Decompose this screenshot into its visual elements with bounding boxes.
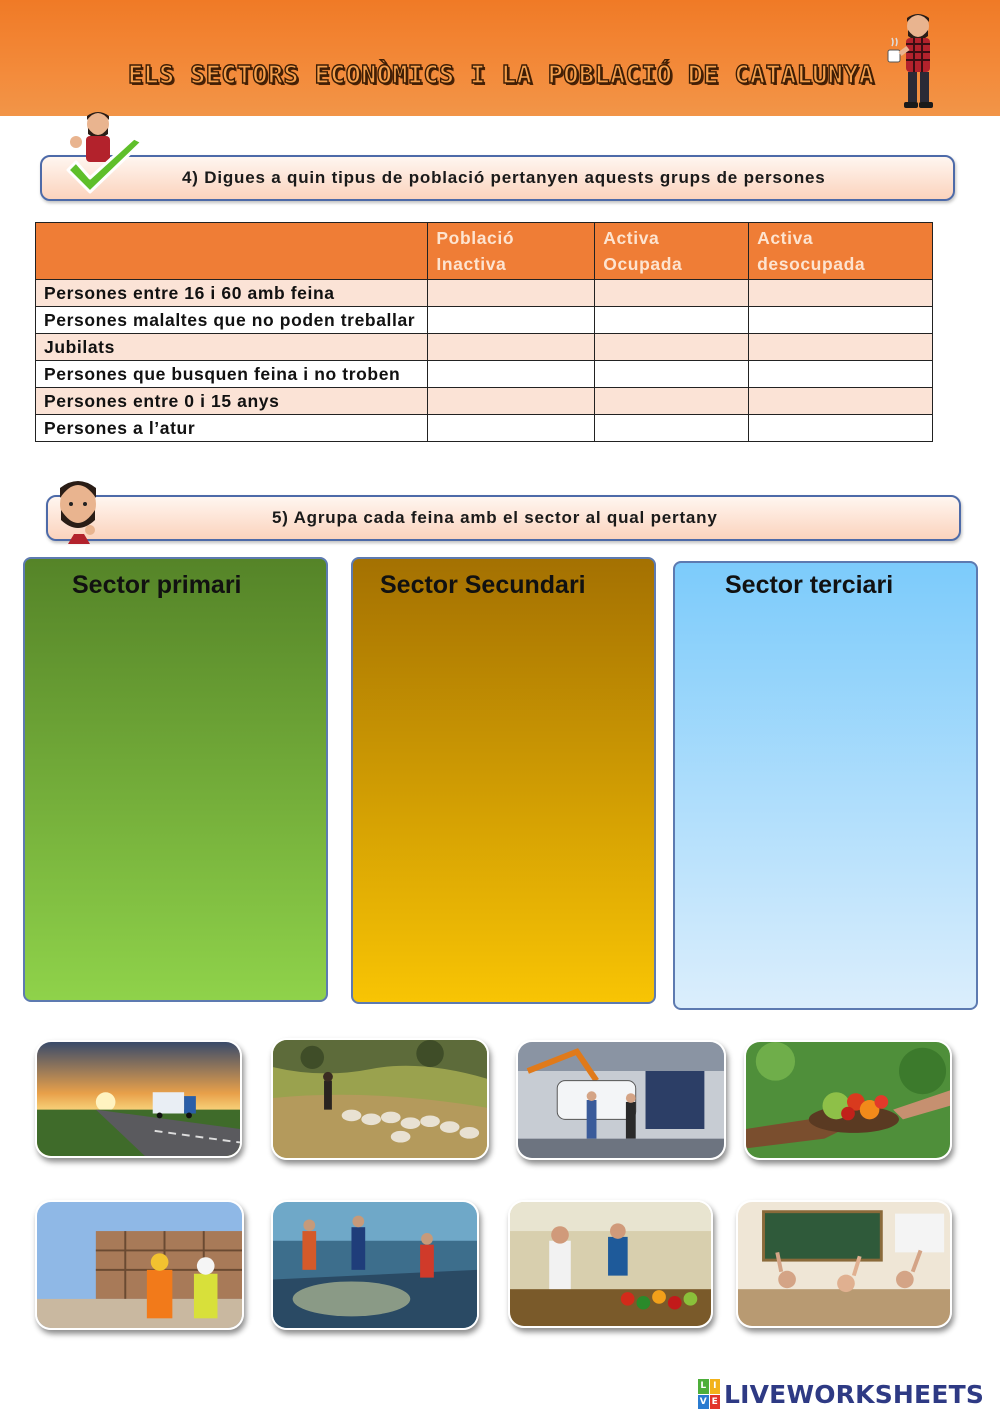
sector-primari-label: Sector primari — [72, 571, 242, 599]
row-label: Persones malaltes que no poden treballar — [36, 307, 428, 334]
green-checkmark-icon — [64, 136, 146, 202]
answer-cell-unemployed[interactable] — [749, 307, 933, 334]
teacher-avatar-icon — [884, 10, 946, 110]
answer-cell-employed[interactable] — [595, 415, 749, 442]
table-row — [36, 280, 933, 307]
construction-workers-photo[interactable] — [35, 1200, 244, 1330]
vegetable-harvest-photo[interactable] — [744, 1040, 952, 1160]
answer-cell-unemployed[interactable] — [749, 361, 933, 388]
answer-cell-employed[interactable] — [595, 361, 749, 388]
answer-cell-inactive[interactable] — [428, 307, 595, 334]
sector-secundari-dropzone[interactable] — [351, 557, 656, 1004]
exercise-5-instruction: 5) Agrupa cada feina amb el sector al qual pertany — [272, 508, 718, 527]
table-row — [36, 334, 933, 361]
answer-cell-employed[interactable] — [595, 307, 749, 334]
header-banner — [0, 0, 1000, 116]
answer-cell-unemployed[interactable] — [749, 388, 933, 415]
answer-cell-unemployed[interactable] — [749, 415, 933, 442]
liveworksheets-logo — [698, 1374, 984, 1414]
header-cell-employed: Activa Ocupada — [595, 223, 749, 280]
market-vegetable-stall-photo[interactable] — [508, 1200, 713, 1328]
answer-cell-inactive[interactable] — [428, 388, 595, 415]
answer-cell-inactive[interactable] — [428, 415, 595, 442]
table-row — [36, 415, 933, 442]
answer-cell-inactive[interactable] — [428, 334, 595, 361]
liveworksheets-mark-icon: L I V E — [698, 1379, 720, 1409]
row-label: Persones entre 16 i 60 amb feina — [36, 280, 428, 307]
car-factory-assembly-photo[interactable] — [516, 1040, 726, 1160]
liveworksheets-wordmark: LIVEWORKSHEETS — [724, 1379, 985, 1409]
answer-cell-inactive[interactable] — [428, 361, 595, 388]
table-row — [36, 307, 933, 334]
truck-on-highway-photo[interactable] — [35, 1040, 242, 1158]
header-cell-unemployed: Activa desocupada — [749, 223, 933, 280]
table-row — [36, 388, 933, 415]
page-title: ELS SECTORS ECONÒMICS I LA POBLACIÓ DE CATALUNYA — [128, 60, 875, 89]
row-label: Persones que busquen feina i no troben — [36, 361, 428, 388]
fishermen-boat-photo[interactable] — [271, 1200, 479, 1330]
row-label: Persones entre 0 i 15 anys — [36, 388, 428, 415]
classroom-children-photo[interactable] — [736, 1200, 952, 1328]
answer-cell-unemployed[interactable] — [749, 280, 933, 307]
answer-cell-unemployed[interactable] — [749, 334, 933, 361]
sector-terciari-dropzone[interactable] — [673, 561, 978, 1010]
row-label: Jubilats — [36, 334, 428, 361]
table-row — [36, 361, 933, 388]
sector-terciari-label: Sector terciari — [725, 571, 894, 599]
header-cell-inactive: Població Inactiva — [428, 223, 595, 280]
table-header-row — [36, 223, 933, 280]
row-label: Persones a l’atur — [36, 415, 428, 442]
answer-cell-employed[interactable] — [595, 388, 749, 415]
answer-cell-employed[interactable] — [595, 334, 749, 361]
answer-cell-inactive[interactable] — [428, 280, 595, 307]
exercise-4-banner — [40, 155, 955, 201]
answer-cell-employed[interactable] — [595, 280, 749, 307]
shepherd-with-sheep-photo[interactable] — [271, 1038, 489, 1160]
sector-primari-dropzone[interactable] — [23, 557, 328, 1002]
exercise-5-banner — [46, 495, 961, 541]
sector-secundari-label: Sector Secundari — [380, 571, 586, 599]
exercise-4-instruction: 4) Digues a quin tipus de població pertanyen aquests grups de persones — [182, 168, 826, 187]
teacher-thinking-icon — [50, 474, 108, 546]
header-cell-empty — [36, 223, 428, 280]
population-table — [35, 222, 933, 442]
